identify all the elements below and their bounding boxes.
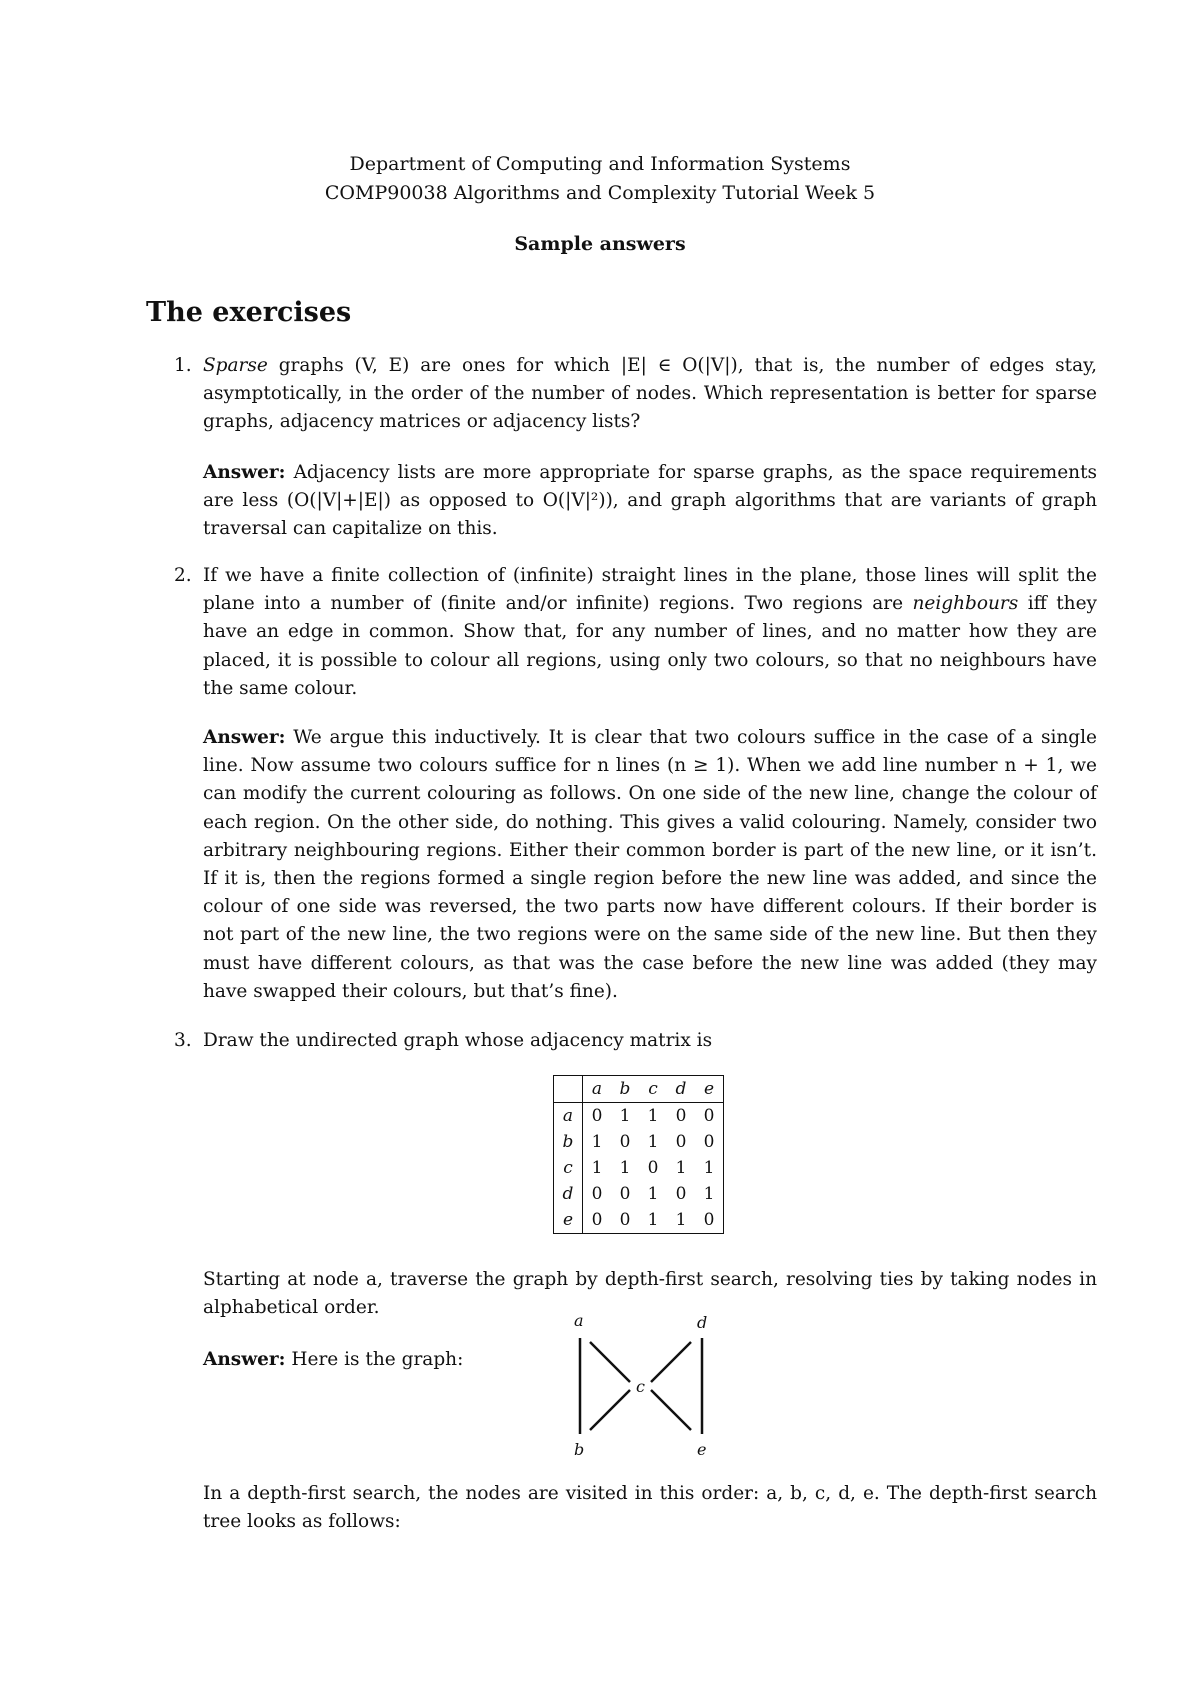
matrix-row [554, 1181, 724, 1207]
edge-c-e [651, 1390, 691, 1430]
answer-2-text: We argue this inductively. It is clear that two colours suffice in the case of a single line. Now assume two colours suffice for n lines (n ≥ 1). When we add line number n + 1, we can modify the current colouring as follows. On one side of the new line, change the colour of each region. On the other side, do nothing. This gives a valid colouring. Namely, consider two arbitrary neighbouring regions. Either their common border is part of the new line, or it isn’t. If it is, then the regions formed a single region before the new line was added, and since the colour of one side was reversed, the two parts now have different colours. If their border is not part of the new line, the two regions were on the same side of the new line. But then they must have different colours, as that was the case before the new line was added (they may have swapped their colours, but that’s fine). [203, 727, 1097, 1002]
neighbours-term: neighbours [912, 593, 1019, 615]
question-2-number: 2. [174, 565, 192, 586]
matrix-col-header: b [611, 1076, 639, 1103]
matrix-row [554, 1129, 724, 1155]
answer-1-text: Adjacency lists are more appropriate for sparse graphs, as the space requirements are less (O(|V|+|E|) as opposed to O(|V|²)), and graph algorithms that are variants of graph traversal can capitalize on this. [203, 462, 1097, 540]
section-title: The exercises [146, 297, 352, 328]
undirected-graph-diagram [560, 1310, 740, 1460]
question-2-text [203, 562, 1097, 703]
matrix-row [554, 1103, 724, 1130]
sparse-term: Sparse [203, 355, 268, 376]
matrix-cell: 0 [703, 1106, 715, 1126]
matrix-row-header: b [554, 1129, 583, 1155]
matrix-cell: 1 [647, 1132, 659, 1152]
matrix-cell: 1 [647, 1210, 659, 1230]
matrix-cell: 0 [675, 1106, 687, 1126]
matrix-cell: 1 [675, 1210, 687, 1230]
question-2-body-b: iff they have an edge in common. Show that, for any number of lines, and no matter how they are placed, it is possible to colour all regions, using only two colours, so that no neighbours have the same colour. [203, 593, 1097, 699]
matrix-cell: 0 [591, 1210, 603, 1230]
department-heading: Department of Computing and Information Systems [349, 153, 851, 175]
matrix-cell: 0 [675, 1184, 687, 1204]
matrix-cell: 0 [619, 1132, 631, 1152]
node-d-label: d [697, 1313, 708, 1332]
question-2-body-a: If we have a finite collection of (infinite) straight lines in the plane, those lines will split the plane into a number of (finite and/or infinite) regions. Two regions are [203, 565, 1097, 615]
answer-2-label: Answer: [203, 727, 286, 748]
matrix-cell: 1 [619, 1106, 631, 1126]
matrix-row-header: a [554, 1103, 583, 1130]
edge-a-c [590, 1342, 630, 1382]
traverse-instructions: Starting at node a, traverse the graph by depth-first search, resolving ties by taking nodes in alphabetical order. [203, 1269, 1097, 1319]
matrix-cell: 1 [591, 1158, 603, 1178]
node-a-label: a [574, 1311, 584, 1330]
matrix-col-header: d [667, 1076, 695, 1103]
answer-1 [203, 459, 1097, 544]
question-3-text: Draw the undirected graph whose adjacency matrix is [203, 1030, 713, 1051]
adjacency-matrix [553, 1075, 724, 1234]
answer-1-label: Answer: [203, 462, 286, 483]
matrix-cell: 1 [647, 1106, 659, 1126]
node-c-label: c [636, 1377, 645, 1396]
matrix-col-header: c [639, 1076, 667, 1103]
matrix-cell: 0 [619, 1210, 631, 1230]
question-1-text [203, 352, 1097, 437]
matrix-cell: 0 [703, 1132, 715, 1152]
matrix-cell: 0 [647, 1158, 659, 1178]
edge-b-c [590, 1390, 630, 1430]
matrix-col-header: a [583, 1076, 612, 1103]
matrix-cell: 0 [591, 1106, 603, 1126]
matrix-cell: 0 [703, 1210, 715, 1230]
matrix-row [554, 1155, 724, 1181]
matrix-row-header: e [554, 1207, 583, 1234]
question-1-number: 1. [174, 355, 192, 376]
node-b-label: b [574, 1440, 585, 1459]
node-e-label: e [697, 1440, 707, 1459]
matrix-row-header: c [554, 1155, 583, 1181]
answer-3-text: Here is the graph: [285, 1349, 464, 1370]
matrix-cell: 1 [703, 1158, 715, 1178]
sample-answers-heading: Sample answers [514, 233, 686, 255]
matrix-cell: 0 [619, 1184, 631, 1204]
matrix-col-header: e [695, 1076, 724, 1103]
matrix-corner [554, 1076, 583, 1103]
matrix-cell: 1 [591, 1132, 603, 1152]
matrix-cell: 0 [675, 1132, 687, 1152]
dfs-order-text: In a depth-first search, the nodes are visited in this order: a, b, c, d, e. The depth-first search tree looks as follows: [203, 1483, 1097, 1533]
matrix-cell: 1 [647, 1184, 659, 1204]
matrix-cell: 1 [703, 1184, 715, 1204]
edge-c-d [651, 1342, 691, 1382]
question-1-body: graphs (V, E) are ones for which |E| ∈ O(|V|), that is, the number of edges stay, asymptotically, in the order of the number of nodes. Which representation is better for sparse graphs, adjacency matrices or adjacency lists? [203, 355, 1097, 433]
matrix-cell: 1 [675, 1158, 687, 1178]
matrix-row-header: d [554, 1181, 583, 1207]
course-heading: COMP90038 Algorithms and Complexity Tutorial Week 5 [324, 182, 876, 204]
question-3-number: 3. [174, 1030, 192, 1051]
answer-3-label: Answer: [203, 1349, 286, 1370]
answer-2 [203, 724, 1097, 1006]
matrix-row [554, 1207, 724, 1234]
matrix-cell: 1 [619, 1158, 631, 1178]
matrix-header-row [554, 1076, 724, 1103]
matrix-cell: 0 [591, 1184, 603, 1204]
